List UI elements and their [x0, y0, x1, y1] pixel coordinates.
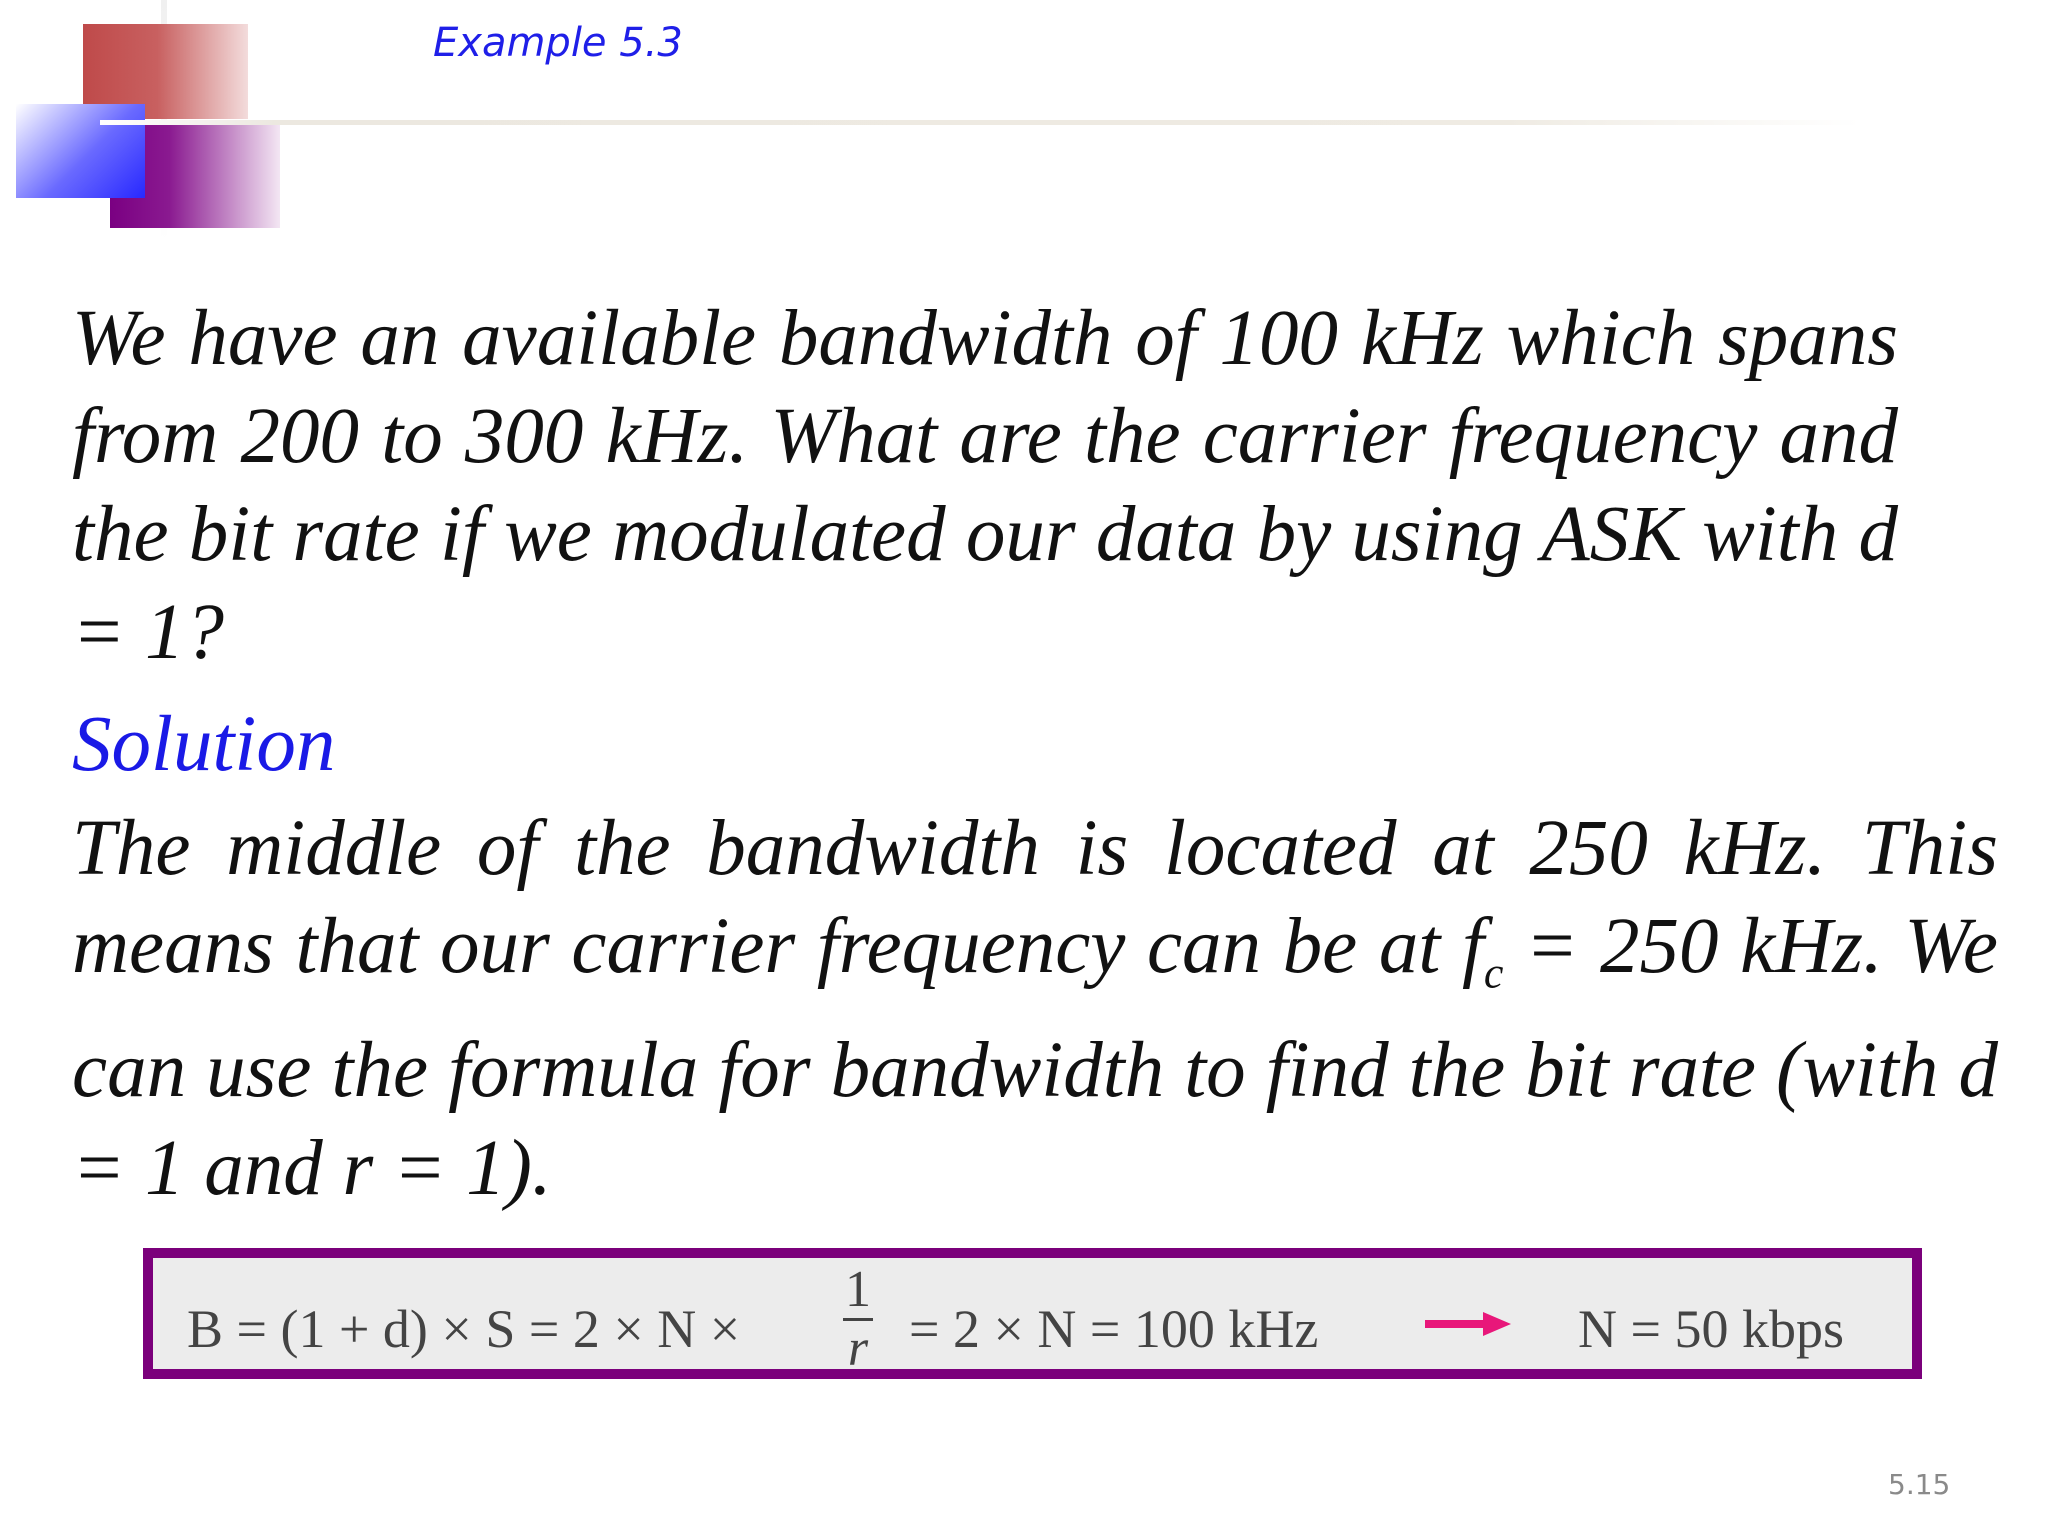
question-text: We have an available bandwidth of 100 kHz which spans from 200 to 300 kHz. What are the carrier frequency and the bit rate if we modulated our data by using ASK with d = 1?: [72, 295, 1898, 676]
example-title: Example 5.3: [433, 20, 683, 66]
fraction-denominator: r: [847, 1320, 869, 1377]
solution-text-part2: = 250 kHz. We can use the formula for bandwidth to find the bit rate (with d = 1 and r = 1).: [72, 903, 1998, 1213]
slide-number: 5.15: [1888, 1468, 1951, 1501]
formula-fraction: [833, 1262, 883, 1377]
right-arrow-icon: [1425, 1312, 1511, 1336]
solution-text: [72, 800, 1998, 1218]
title-divider: [100, 120, 1860, 125]
logo-blue-square: [16, 104, 145, 198]
solution-heading: Solution: [72, 701, 336, 788]
formula-rhs: = 2 × N = 100 kHz: [909, 1299, 1319, 1359]
formula-box: [143, 1248, 1922, 1379]
formula-result: N = 50 kbps: [1578, 1299, 1844, 1359]
formula-lhs: B = (1 + d) × S = 2 × N ×: [187, 1299, 741, 1359]
carrier-subscript: c: [1483, 948, 1504, 998]
solution-text-part1: The middle of the bandwidth is located at 250 kHz. This means that our carrier frequency can be at f: [72, 805, 1998, 990]
fraction-numerator: 1: [845, 1261, 871, 1318]
